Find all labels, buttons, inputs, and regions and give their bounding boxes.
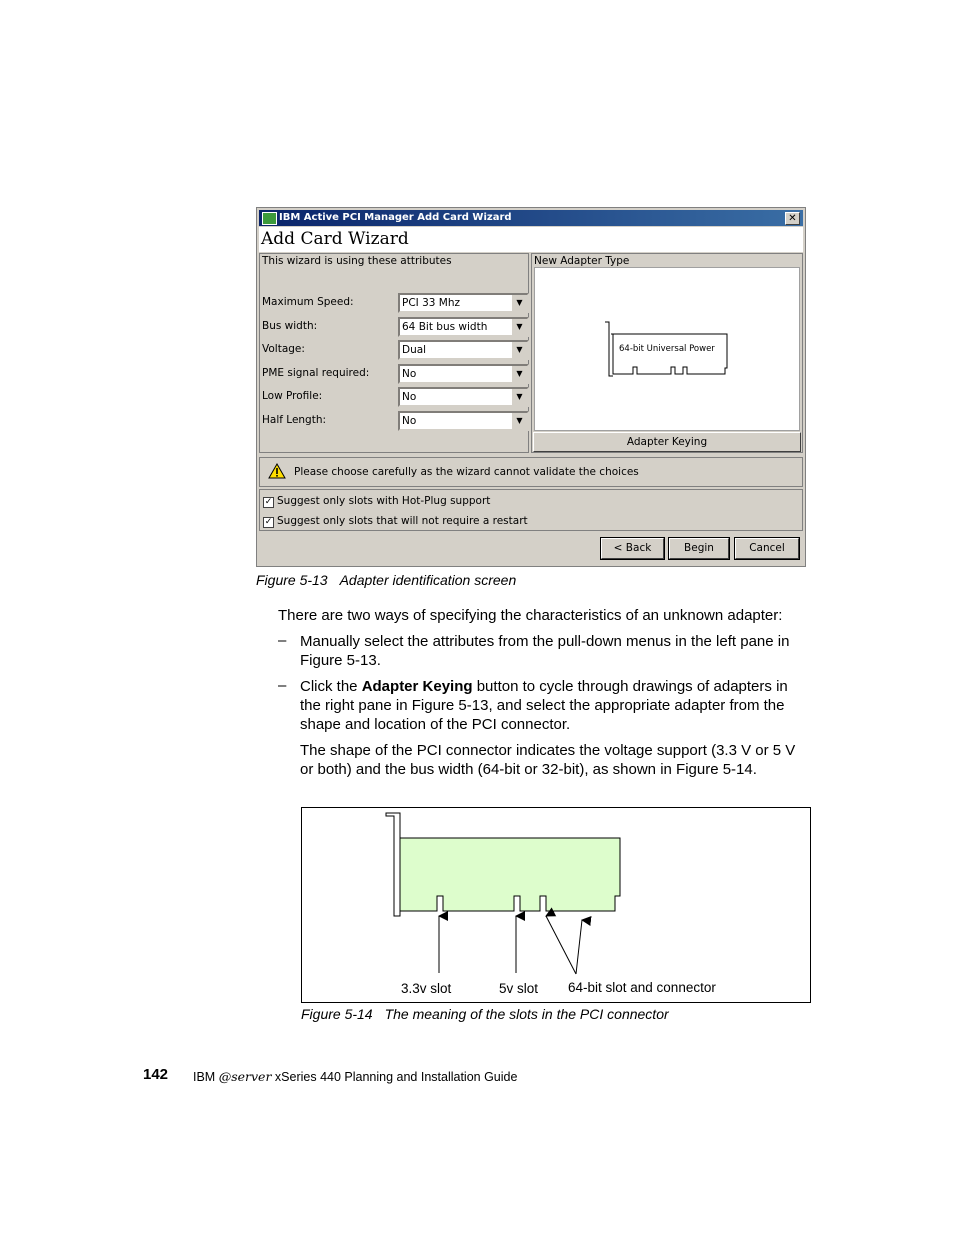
figure-13-number: Figure 5-13 [256,572,328,588]
label-33v-slot: 3.3v slot [401,981,452,996]
footer-prefix: IBM [193,1070,219,1084]
bullet-2-pre: Click the [300,678,362,695]
chevron-down-icon[interactable]: ▼ [511,366,527,382]
cancel-button[interactable]: Cancel [735,538,799,559]
pci-card [400,838,620,911]
half-length-value: No [402,415,417,427]
pci-connector-figure [301,807,811,1003]
figure-13-text: Adapter identification screen [339,572,517,588]
attr-row-half-length [262,411,528,431]
chevron-down-icon[interactable]: ▼ [511,342,527,358]
bullet-1-text: Manually select the attributes from the pull-down menus in the left pane in Figure 5-13. [300,633,790,669]
footer-title [193,1069,517,1084]
half-length-label: Half Length: [262,414,327,426]
voltage-label: Voltage: [262,343,305,355]
low-profile-value: No [402,391,417,403]
bullet-dash: – [278,632,287,649]
adapter-keying-term: Adapter Keying [361,678,473,695]
arrow-64bit-slot [546,916,576,974]
attr-row-pme-signal [262,364,528,384]
hot-plug-checkbox[interactable]: ✓ [264,497,273,507]
title-bar [259,210,803,226]
adapter-type-caption: 64-bit Universal Power [619,344,715,354]
back-button[interactable]: < Back [601,538,664,559]
warning-text: Please choose carefully as the wizard cannot validate the choices [294,466,639,478]
figure-14-caption [301,1006,669,1022]
bullet-2-post: button to cycle through drawings of adapters in the right pane in Figure 5-13, and select the appropriate adapter from the shape and location of the PCI connector. [300,678,788,733]
pci-card-diagram [302,808,810,1002]
figure-14-text: The meaning of the slots in the PCI connector [384,1006,669,1022]
no-restart-label[interactable]: Suggest only slots that will not require a restart [277,515,528,527]
bullet-2-paragraph-2: The shape of the PCI connector indicates the voltage support (3.3 V or 5 V or both) and the bus width (64-bit or 32-bit), as shown in Figure 5-14. [300,742,796,778]
voltage-select[interactable] [398,340,529,360]
bus-width-label: Bus width: [262,320,318,332]
low-profile-select[interactable] [398,387,529,407]
pme-signal-select[interactable] [398,364,529,384]
wizard-window [256,207,806,567]
warning-icon [268,463,286,479]
footer-suffix: xSeries 440 Planning and Installation Guide [271,1070,518,1084]
bracket [386,813,400,916]
figure-14-number: Figure 5-14 [301,1006,373,1022]
bus-width-select[interactable] [398,317,529,337]
close-button[interactable]: ✕ [785,212,800,225]
pme-signal-label: PME signal required: [262,367,370,379]
attr-row-voltage [262,340,528,360]
begin-button[interactable]: Begin [669,538,729,559]
half-length-select[interactable] [398,411,529,431]
adapter-keying-button[interactable]: Adapter Keying [533,432,801,452]
hot-plug-label[interactable]: Suggest only slots with Hot-Plug support [277,495,491,507]
wizard-heading: Add Card Wizard [261,229,409,249]
bullet-dash: – [278,677,287,694]
label-64bit-slot: 64-bit slot and connector [568,980,716,995]
adapter-type-pane [531,253,803,453]
app-icon [262,212,277,225]
arrow-64bit-connector [576,920,582,974]
bullet-2-text [300,677,812,734]
max-speed-select[interactable] [398,293,529,313]
attributes-pane [259,253,529,453]
chevron-down-icon[interactable]: ▼ [511,295,527,311]
max-speed-value: PCI 33 Mhz [402,297,461,309]
chevron-down-icon[interactable]: ▼ [511,319,527,335]
warning-bar [259,457,803,487]
figure-13-caption [256,572,516,588]
max-speed-label: Maximum Speed: [262,296,354,308]
intro-paragraph: There are two ways of specifying the characteristics of an unknown adapter: [278,607,783,624]
wizard-header [259,227,803,252]
adapter-drawing-area [534,267,800,431]
low-profile-label: Low Profile: [262,390,323,402]
window-title: IBM Active PCI Manager Add Card Wizard [279,212,512,223]
adapter-type-pane-title: New Adapter Type [534,255,630,267]
attr-row-bus-width [262,317,528,337]
voltage-value: Dual [402,344,427,356]
chevron-down-icon[interactable]: ▼ [511,413,527,429]
options-pane [259,489,803,531]
pme-signal-value: No [402,368,417,380]
attr-row-low-profile [262,387,528,407]
chevron-down-icon[interactable]: ▼ [511,389,527,405]
eserver-logo-text: @server [218,1069,272,1084]
no-restart-checkbox[interactable]: ✓ [264,517,273,527]
label-5v-slot: 5v slot [499,981,539,996]
attr-row-max-speed [262,293,528,313]
attributes-pane-title: This wizard is using these attributes [262,255,452,267]
bus-width-value: 64 Bit bus width [402,321,488,333]
page-number: 142 [143,1066,169,1083]
